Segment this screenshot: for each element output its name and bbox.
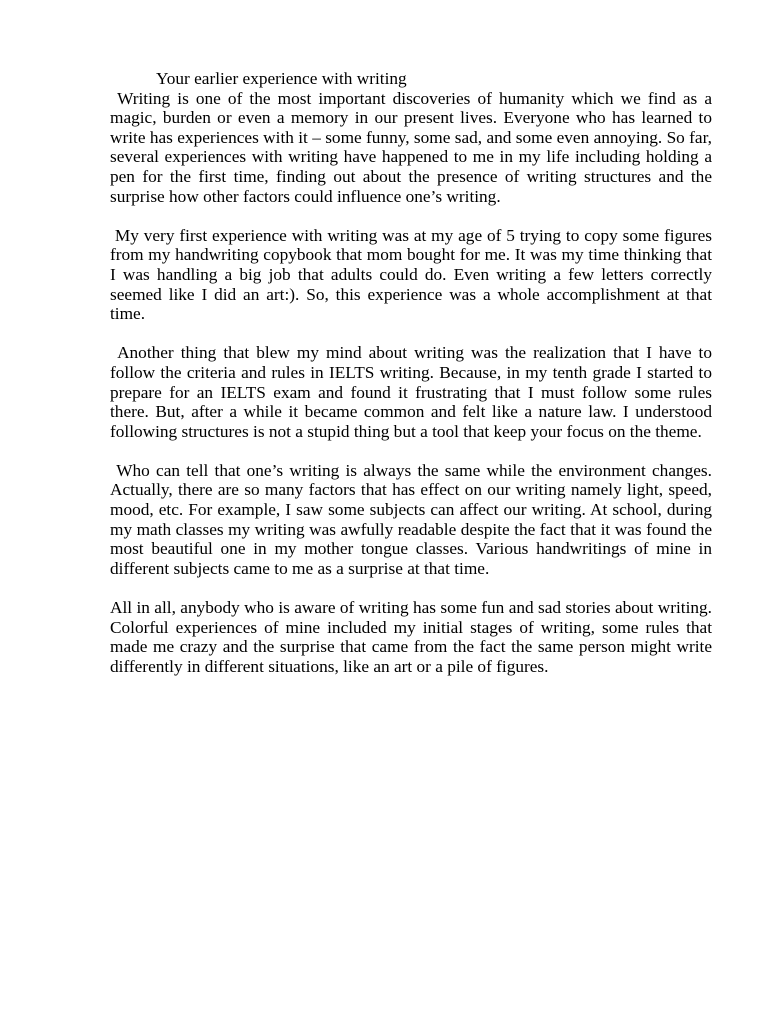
paragraph-conclusion: All in all, anybody who is aware of writing has some fun and sad stories about writing. Colorful experiences of mine included my initial stages of writing, some rules that made me crazy and the surprise that came from the fact the same person might write differently in different situations, like an art or a pile of figures.	[110, 598, 717, 676]
paragraph-introduction: Writing is one of the most important discoveries of humanity which we find as a magic, burden or even a memory in our present lives. Everyone who has learned to write has experiences with it – some funny, some sad, and some even annoying. So far, several experiences with writing have happened to me in my life including holding a pen for the first time, finding out about the presence of writing structures and the surprise how other factors could influence one’s writing.	[110, 88, 717, 206]
document-title: Your earlier experience with writing	[156, 69, 407, 88]
paragraph-writing-rules: Another thing that blew my mind about writing was the realization that I have to follow the criteria and rules in IELTS writing. Because, in my tenth grade I started to prepare for an IELTS exam and found it frustrating that I must follow some rules there. But, after a while it became common and felt like a nature law. I understood following structures is not a stupid thing but a tool that keep your focus on the theme.	[110, 343, 717, 441]
document-page	[110, 69, 717, 676]
paragraph-environment-factors: Who can tell that one’s writing is always the same while the environment changes. Actually, there are so many factors that has effect on our writing namely light, speed, mood, etc. For example, I saw some subjects can affect our writing. At school, during my math classes my writing was awfully readable despite the fact that it was found the most beautiful one in my mother tongue classes. Various handwritings of mine in different subjects came to me as a surprise at that time.	[110, 460, 717, 578]
paragraph-first-experience: My very first experience with writing was at my age of 5 trying to copy some figures from my handwriting copybook that mom bought for me. It was my time thinking that I was handling a big job that adults could do. Even writing a few letters correctly seemed like I did an art:). So, this experience was a whole accomplishment at that time.	[110, 225, 717, 324]
